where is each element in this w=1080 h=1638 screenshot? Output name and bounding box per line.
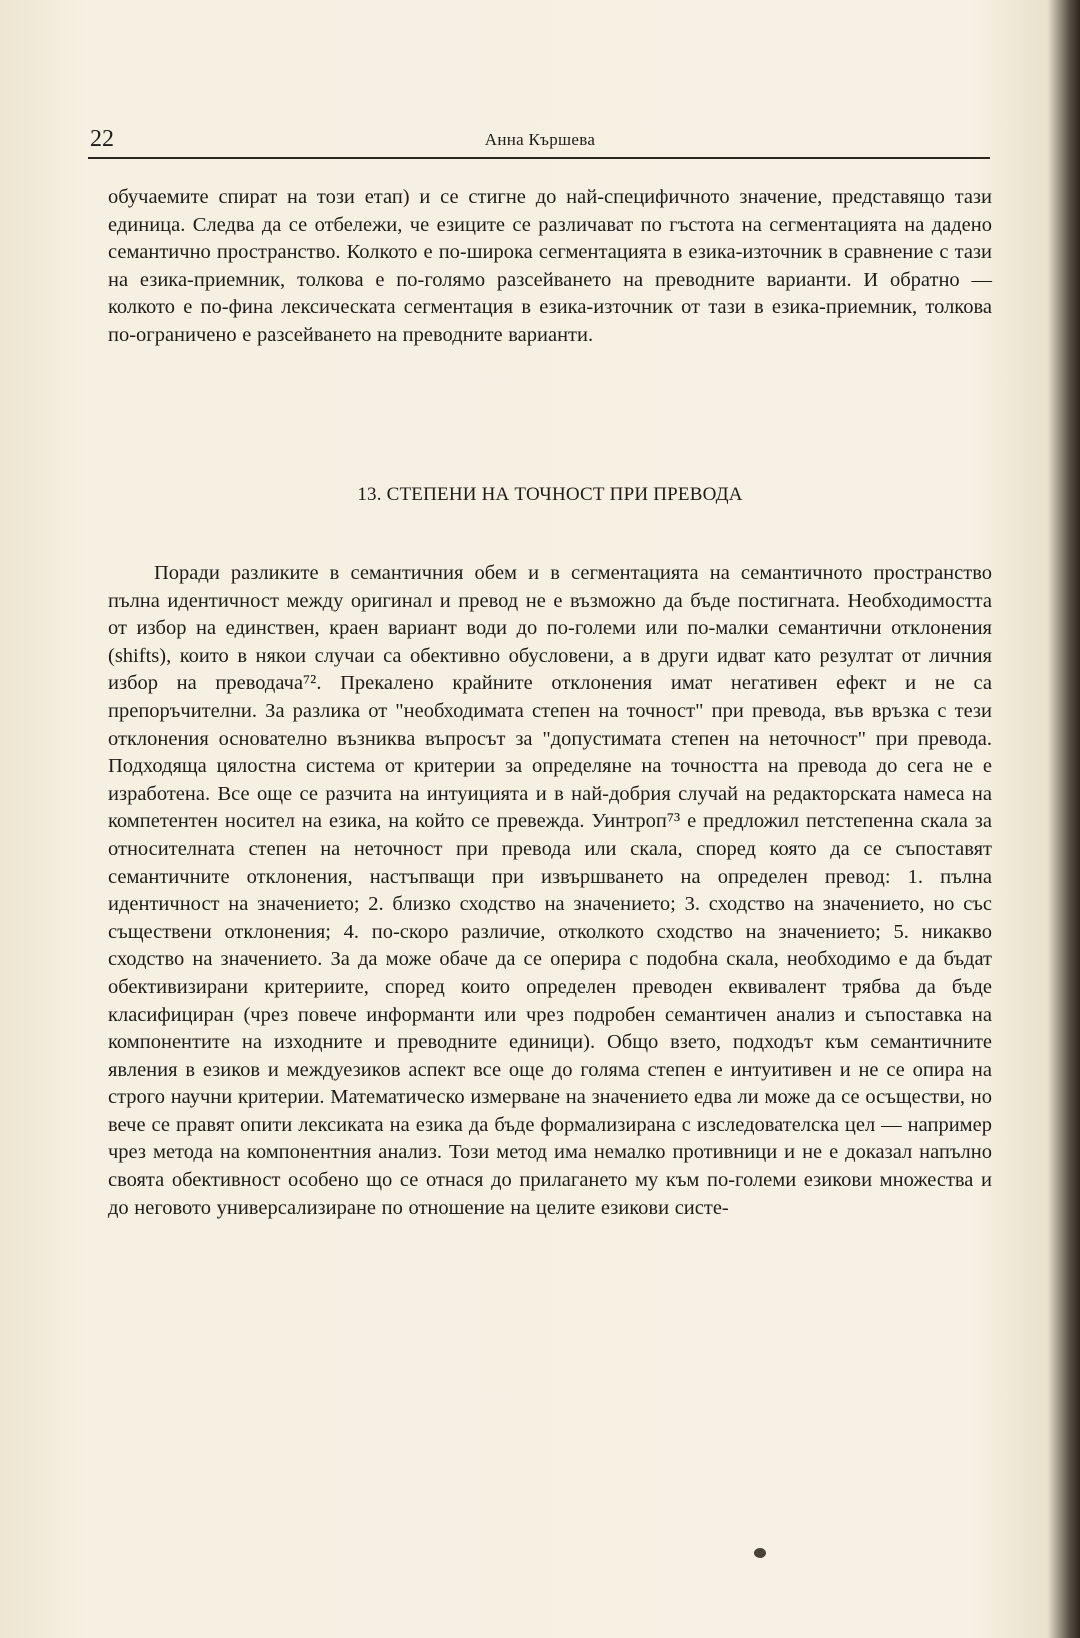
ink-spot <box>754 1548 766 1558</box>
page-number: 22 <box>90 126 114 152</box>
body-paragraph: обучаемите спират на този етап) и се стигне до най-специфичното значение, представящо тази единица. Следва да се отбележи, че езиците се различават по гъстота на сегментацията на дадено семантично пространство. Колкото е по-широка сегментацията в езика-източник в сравнение с тази на езика-приемник, толкова е по-голямо разсейването на преводните варианти. И обратно — колкото е по-фина лексическата сегментация в езика-източник от тази в езика-приемник, толкова по-ограничено е разсейването на преводните варианти. <box>108 186 992 346</box>
section-heading: 13. СТЕПЕНИ НА ТОЧНОСТ ПРИ ПРЕВОДА <box>357 484 743 505</box>
page-header <box>88 118 992 158</box>
body-paragraph: Поради разликите в семантичния обем и в сегментацията на семантичното пространство пълна идентичност между оригинал и превод не е възможно да бъде постигната. Необходимостта от избор на единствен, краен вариант води до по-големи или по-малки семантични отклонения (shifts), които в някои случаи са обективно обусловени, а в други идват като резултат от личния избор на преводача⁷². Прекалено крайните отклонения имат негативен ефект и не са препоръчителни. За разлика от "необходимата степен на точност" при превода, във връзка с тези отклонения основателно възниква въпросът за "допустимата степен на неточност" при превода. Подходяща цялостна система от критерии за определяне на точността на превода до сега не е изработена. Все още се разчита на интуицията и в най-добрия случай на редакторската намеса на компетентен носител на езика, на който се превежда. Уинтроп⁷³ е предложил петстепенна скала за относителната степен на неточност при превода или скала, според която да се съпоставят семантичните отклонения, настъпващи при извършването на определен превод: 1. пълна идентичност на значението; 2. близко сходство на значението; 3. сходство на значението, но със съществени отклонения; 4. по-скоро различие, отколкото сходство на значението; 5. никакво сходство на значението. За да може обаче да се оперира с подобна скала, необходимо е да бъдат обективизирани критериите, според които определен преводен еквивалент трябва да бъде класифициран (чрез повече информанти или чрез подробен семантичен анализ и съпоставка на компонентите на изходните и преводните единици). Общо взето, подходът към семантичните явления в езиков и междуезиков аспект все още до голяма степен е интуитивен и не се опира на строго научни критерии. Математическо измерване на значението едва ли може да се осъществи, но вече се правят опити лексиката на езика да бъде формализирана с изследователска цел — например чрез метода на компонентния анализ. Този метод има немалко противници и не е доказал напълно своята обективност особено що се отнася до прилагането му към по-големи езикови множества и до неговото универсализиране по отношение на целите езикови систе- <box>108 562 992 1219</box>
header-rule <box>88 157 990 159</box>
running-head-author: Анна Кършева <box>484 130 596 149</box>
